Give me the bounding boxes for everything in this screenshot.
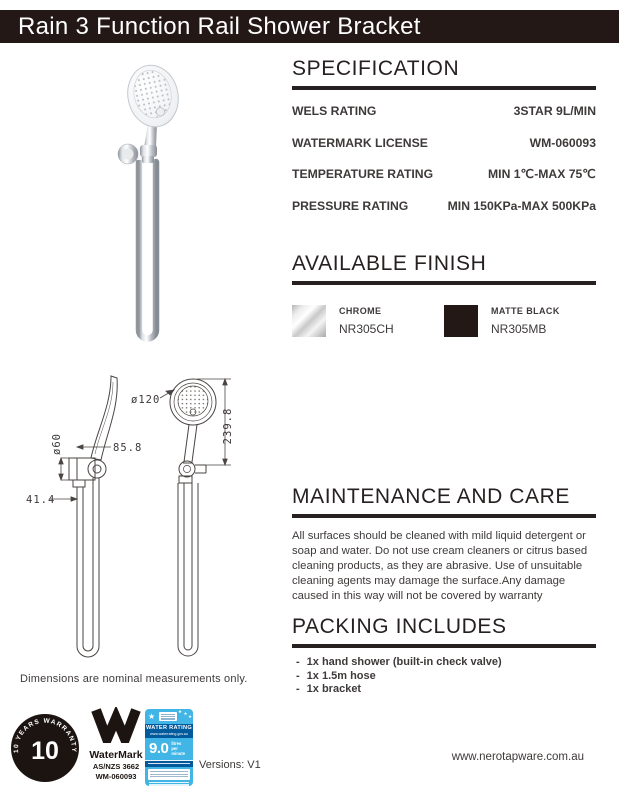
warranty-years: 10 <box>31 737 59 765</box>
specification-section <box>292 57 596 230</box>
spec-value: 3STAR 9L/MIN <box>513 104 596 118</box>
spec-value: MIN 1℃-MAX 75℃ <box>488 167 596 181</box>
side-view <box>69 376 117 657</box>
water-rating-midband <box>145 761 193 767</box>
finish-code: NR305MB <box>491 322 547 336</box>
watermark-badge <box>86 707 146 781</box>
finish-code: NR305CH <box>339 322 394 336</box>
spec-label: WELS RATING <box>292 104 377 118</box>
finish-name: CHROME <box>339 306 382 316</box>
maintenance-heading: MAINTENANCE AND CARE <box>292 485 571 508</box>
watermark-logo-icon <box>90 707 142 743</box>
finish-name: MATTE BLACK <box>491 306 560 316</box>
available-finish-heading: AVAILABLE FINISH <box>292 252 487 275</box>
dim-bracket-depth: 85.8 <box>113 442 143 454</box>
packing-item: - 1x bracket <box>296 684 596 696</box>
heading-rule <box>292 281 596 285</box>
star-icon: ★ <box>178 709 183 714</box>
spec-value: WM-060093 <box>529 135 596 150</box>
star-rating-icons <box>145 709 193 724</box>
matte-black-swatch <box>444 305 478 337</box>
water-rating-url: www.waterrating.gov.au <box>150 731 188 736</box>
dimension-note: Dimensions are nominal measurements only. <box>20 673 248 685</box>
heading-rule <box>292 514 596 518</box>
water-rating-title-band <box>145 724 193 738</box>
heading-rule <box>292 86 596 90</box>
maintenance-section <box>292 485 596 604</box>
heading-rule <box>292 644 596 648</box>
star-icon: ★ <box>188 714 193 719</box>
spec-value: MIN 150KPa-MAX 500KPa <box>447 198 596 213</box>
water-rating-footnote <box>145 782 193 786</box>
version-label: Versions: V1 <box>199 759 261 771</box>
spec-row-temperature-rating <box>292 167 596 181</box>
water-rating-badge <box>145 709 193 786</box>
water-rating-unit: litres per minute <box>171 740 186 756</box>
finish-chrome <box>292 305 444 337</box>
star-icon: ★ <box>148 712 156 721</box>
chrome-swatch <box>292 305 326 337</box>
dim-hose-offset: 41.4 <box>26 494 56 506</box>
dim-head-diameter: ø120 <box>131 394 161 406</box>
packing-section <box>292 615 596 698</box>
hose <box>139 162 156 339</box>
finish-matte-black <box>444 305 596 337</box>
water-rating-value: 9.0 <box>149 739 169 757</box>
spec-row-pressure-rating <box>292 199 596 213</box>
water-rating-title: WATER RATING <box>146 725 192 731</box>
warranty-arc-text: 10 YEARS WARRANTY <box>12 717 78 754</box>
packing-item: - 1x hand shower (built-in check valve) <box>296 657 596 669</box>
dim-bracket-diameter: ø60 <box>51 433 63 455</box>
spec-label: WATERMARK LICENSE <box>292 135 428 150</box>
page-title-bar <box>0 10 619 43</box>
packing-heading: PACKING INCLUDES <box>292 615 507 638</box>
spec-label: TEMPERATURE RATING <box>292 167 434 181</box>
warranty-badge <box>10 713 80 783</box>
watermark-licence: WM-060093 <box>95 772 137 781</box>
available-finish-section <box>292 252 596 337</box>
website-link[interactable]: www.nerotapware.com.au <box>451 751 584 763</box>
watermark-standard: AS/NZS 3662 <box>92 762 140 771</box>
product-photo <box>95 60 260 360</box>
spec-row-watermark-license <box>292 136 596 150</box>
dim-overall-height: 239.8 <box>222 407 234 445</box>
front-view <box>170 379 216 656</box>
specification-heading: SPECIFICATION <box>292 57 460 80</box>
page-title: Rain 3 Function Rail Shower Bracket <box>18 13 421 40</box>
packing-item: - 1x 1.5m hose <box>296 671 596 683</box>
spec-row-wels-rating <box>292 104 596 118</box>
watermark-name: WaterMark <box>89 749 143 761</box>
spec-label: PRESSURE RATING <box>292 198 409 213</box>
star-icon: ★ <box>183 711 188 716</box>
water-efficiency-info-box <box>159 712 177 721</box>
packing-list <box>296 657 596 696</box>
dimension-drawing <box>25 368 275 673</box>
maintenance-text: All surfaces should be cleaned with mild liquid detergent or soap and water. Do not use cream cleaners or citrus based cleaning products, as they are abrasive. Use of unsuitable cleaning agents may damage the surface.Any damage caused in this way will not be covered by warranty <box>292 530 588 602</box>
water-rating-licence-box <box>148 769 190 780</box>
